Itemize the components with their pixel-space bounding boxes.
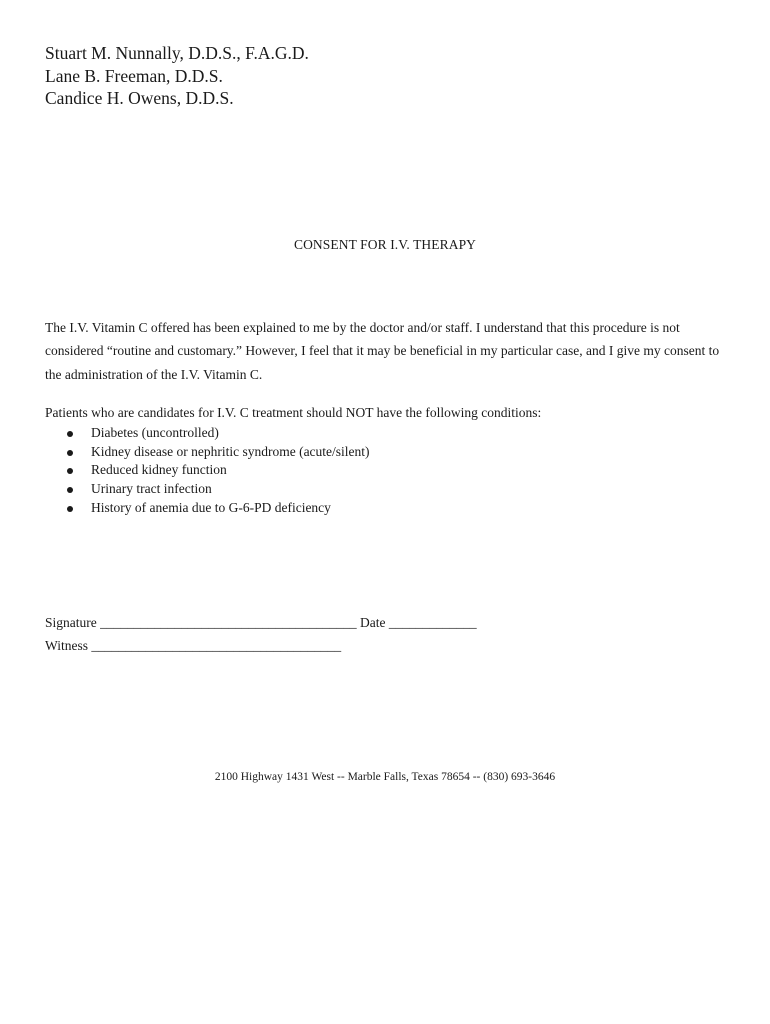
bullet-icon <box>67 487 73 493</box>
condition-text: History of anemia due to G-6-PD deficiency <box>91 499 331 515</box>
signature-row <box>45 615 477 631</box>
condition-text: Diabetes (uncontrolled) <box>91 425 219 440</box>
condition-item <box>66 424 370 443</box>
condition-item <box>66 461 370 480</box>
bullet-icon <box>67 450 73 456</box>
conditions-intro: Patients who are candidates for I.V. C treatment should NOT have the following conditions: <box>45 405 542 420</box>
condition-text: Reduced kidney function <box>91 462 227 478</box>
signature-label: Signature <box>45 615 97 630</box>
doctor-names <box>45 42 309 110</box>
witness-label: Witness <box>45 638 88 653</box>
doctor-name: Stuart M. Nunnally, D.D.S., F.A.G.D. <box>45 43 309 63</box>
condition-text: Kidney disease or nephritic syndrome (acute/silent) <box>91 443 370 459</box>
date-label: Date <box>360 615 386 630</box>
condition-item <box>66 443 370 462</box>
condition-item <box>66 480 370 499</box>
practice-address: 2100 Highway 1431 West -- Marble Falls, Texas 78654 -- (830) 693-3646 <box>214 771 556 783</box>
bullet-icon <box>67 506 73 512</box>
witness-line[interactable]: _____________________________________ <box>91 638 342 653</box>
signature-line[interactable]: ______________________________________ <box>100 615 357 630</box>
doctor-name: Lane B. Freeman, D.D.S. <box>45 65 223 86</box>
bullet-icon <box>67 468 73 474</box>
condition-item <box>66 499 370 518</box>
witness-row <box>45 638 341 654</box>
consent-paragraph: The I.V. Vitamin C offered has been explained to me by the doctor and/or staff. I understand that this procedure is not considered “routine and customary.” However, I feel that it may be beneficial in my particular case, and I give my consent to the administration of the I.V. Vitamin C. <box>45 320 720 382</box>
date-line[interactable]: _____________ <box>388 615 477 630</box>
conditions-list <box>66 424 370 518</box>
condition-text: Urinary tract infection <box>91 481 212 497</box>
bullet-icon <box>67 431 73 437</box>
document-title: CONSENT FOR I.V. THERAPY <box>293 237 477 252</box>
doctor-name: Candice H. Owens, D.D.S. <box>45 88 234 108</box>
